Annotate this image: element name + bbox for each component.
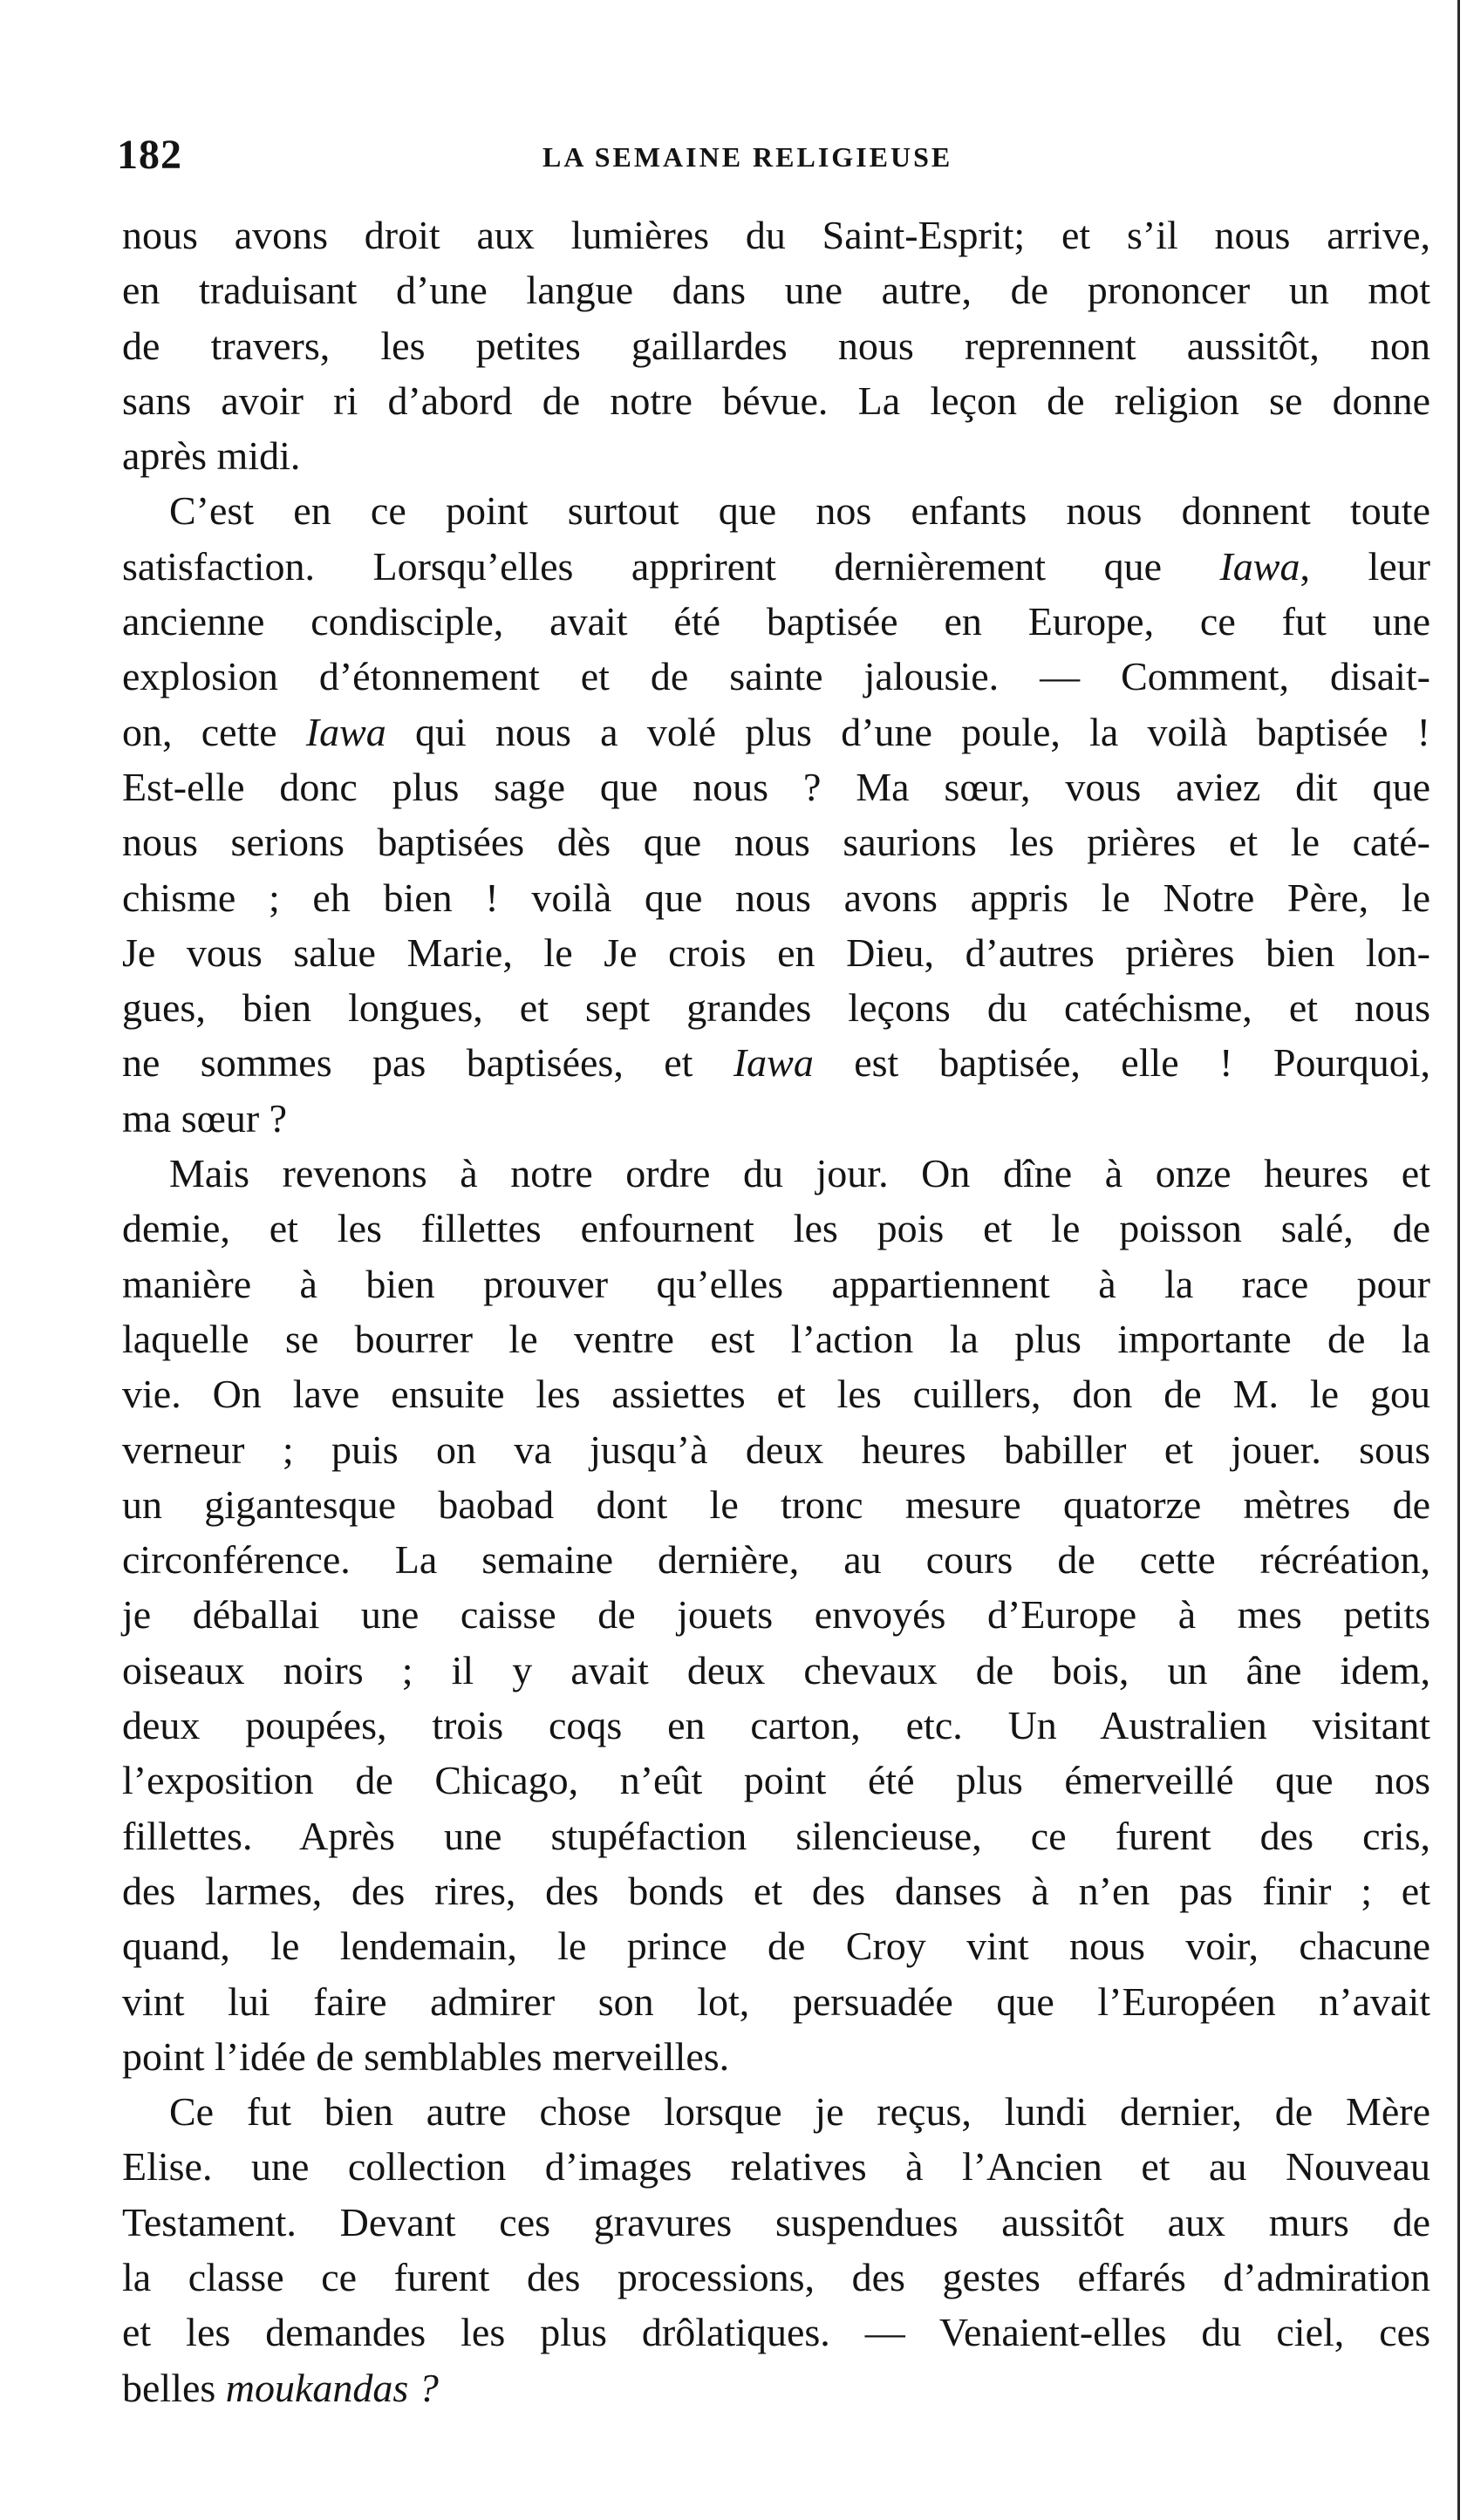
- page-edge-border: [1457, 0, 1460, 2520]
- text-line: gues, bien longues, et sept grandes leçons du catéchisme, et nous: [122, 985, 1430, 1031]
- text-line: Elise. une collection d’images relatives à l’Ancien et au Nouveau: [122, 2144, 1430, 2190]
- text-line: un gigantesque baobad dont le tronc mesure quatorze mètres de: [122, 1481, 1430, 1527]
- text-line: manière à bien prouver qu’elles appartiennent à la race pour: [122, 1261, 1430, 1306]
- text-line: Mais revenons à notre ordre du jour. On dîne à onze heures et: [169, 1151, 1430, 1196]
- text-line: verneur ; puis on va jusqu’à deux heures babiller et jouer. sous: [122, 1427, 1430, 1472]
- text-line: Ce fut bien autre chose lorsque je reçus, lundi dernier, de Mère: [169, 2089, 1430, 2135]
- text-line: ne sommes pas baptisées, et Iawa est baptisée, elle ! Pourquoi,: [122, 1040, 1430, 1086]
- text-line: vie. On lave ensuite les assiettes et les cuillers, don de M. le gou: [122, 1372, 1430, 1417]
- text-line: de travers, les petites gaillardes nous reprennent aussitôt, non: [122, 323, 1430, 368]
- running-title: LA SEMAINE RELIGIEUSE: [542, 141, 953, 173]
- text-line: nous serions baptisées dès que nous saurions les prières et le caté-: [122, 820, 1430, 865]
- text-line: nous avons droit aux lumières du Saint-Esprit; et s’il nous arrive,: [122, 213, 1430, 257]
- text-line: Testament. Devant ces gravures suspendues aussitôt aux murs de: [122, 2199, 1430, 2244]
- text-line: et les demandes les plus drôlatiques. — Venaient-elles du ciel, ces: [122, 2310, 1430, 2355]
- text-line: sans avoir ri d’abord de notre bévue. La leçon de religion se donne: [122, 378, 1430, 423]
- text-line: explosion d’étonnement et de sainte jalousie. — Comment, disait-: [122, 654, 1430, 699]
- text-line: C’est en ce point surtout que nos enfants nous donnent toute: [169, 488, 1430, 534]
- text-line: point l’idée de semblables merveilles.: [122, 2033, 730, 2079]
- text-line: laquelle se bourrer le ventre est l’action la plus importante de la: [122, 1316, 1430, 1361]
- text-line: quand, le lendemain, le prince de Croy vint nous voir, chacune: [122, 1924, 1430, 1969]
- text-line: des larmes, des rires, des bonds et des danses à n’en pas finir ; et: [122, 1868, 1430, 1913]
- text-line: la classe ce furent des processions, des gestes effarés d’admiration: [122, 2254, 1430, 2299]
- text-line: Je vous salue Marie, le Je crois en Dieu, d’autres prières bien lon-: [122, 930, 1430, 975]
- text-line: je déballai une caisse de jouets envoyés d’Europe à mes petits: [122, 1592, 1430, 1638]
- text-line: oiseaux noirs ; il y avait deux chevaux de bois, un âne idem,: [122, 1647, 1430, 1692]
- text-line: fillettes. Après une stupéfaction silencieuse, ce furent des cris,: [122, 1813, 1430, 1858]
- text-line: demie, et les fillettes enfournent les pois et le poisson salé, de: [122, 1206, 1430, 1251]
- text-line: ma sœur ?: [122, 1095, 288, 1141]
- page-number: 182: [117, 132, 182, 178]
- text-line: ancienne condisciple, avait été baptisée en Europe, ce fut une: [122, 599, 1430, 644]
- text-line: satisfaction. Lorsqu’elles apprirent dernièrement que Iawa, leur: [122, 543, 1430, 589]
- text-line: en traduisant d’une langue dans une autre, de prononcer un mot: [122, 268, 1430, 313]
- text-line: on, cette Iawa qui nous a volé plus d’une poule, la voilà baptisée !: [122, 709, 1431, 754]
- body-text: [122, 208, 1430, 2415]
- text-line: deux poupées, trois coqs en carton, etc. Un Australien visitant: [122, 1703, 1430, 1748]
- text-line: chisme ; eh bien ! voilà que nous avons appris le Notre Père, le: [122, 875, 1430, 920]
- text-line: Est-elle donc plus sage que nous ? Ma sœur, vous aviez dit que: [122, 764, 1430, 809]
- text-line: vint lui faire admirer son lot, persuadée que l’Européen n’avait: [122, 1979, 1430, 2024]
- text-line: belles moukandas ?: [122, 2365, 439, 2410]
- text-line: après midi.: [122, 433, 301, 479]
- text-line: l’exposition de Chicago, n’eût point été plus émerveillé que nos: [122, 1758, 1430, 1803]
- text-line: circonférence. La semaine dernière, au cours de cette récréation,: [122, 1537, 1430, 1583]
